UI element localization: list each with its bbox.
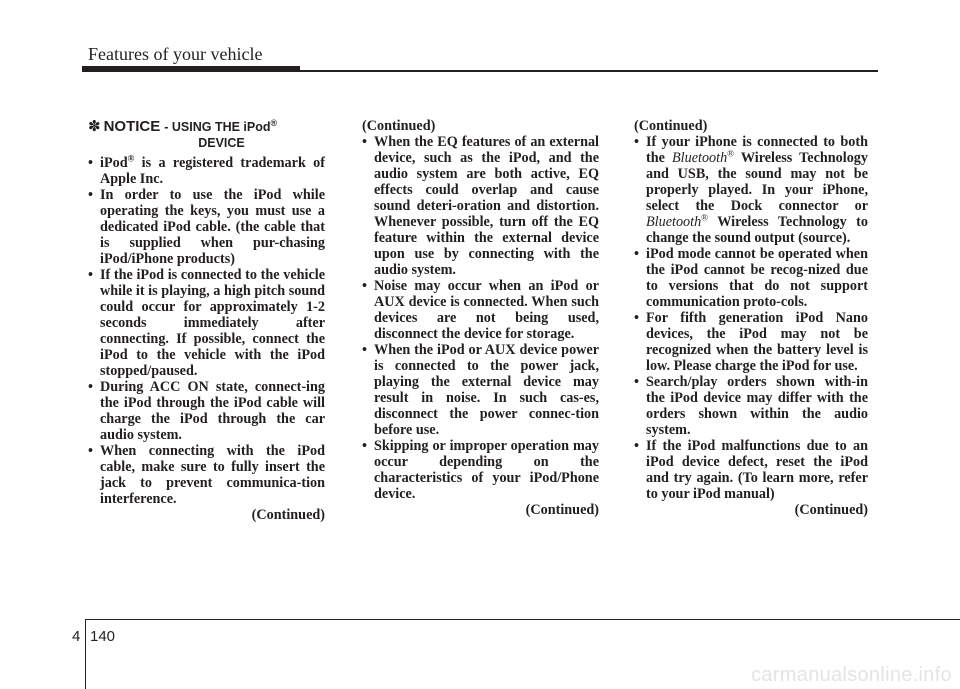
list-item: • For fifth generation iPod Nano devices, the iPod may not be recognized when the battery level is low. Please charge the iPod for use. <box>634 310 868 374</box>
bullet-list <box>634 134 868 502</box>
list-item: • During ACC ON state, connect-ing the iPod through the iPod cable will charge the iPod through the car audio system. <box>88 379 325 443</box>
list-item: • When connecting with the iPod cable, make sure to fully insert the jack to prevent communica-tion interference. <box>88 443 325 507</box>
watermark: carmanualsonline.info <box>751 664 952 686</box>
list-item <box>88 155 325 187</box>
notice-heading <box>88 118 325 151</box>
list-item: • Skipping or improper operation may occur depending on the characteristics of your iPod/Phone device. <box>362 438 599 502</box>
continued-label: (Continued) <box>794 502 868 518</box>
header-rule-thick <box>82 66 300 72</box>
notice-label: NOTICE <box>103 118 161 135</box>
text-column-3 <box>634 118 868 518</box>
list-item <box>634 134 868 246</box>
continued-label: (Continued) <box>525 502 599 518</box>
registered-mark: ® <box>701 212 709 223</box>
list-item: • In order to use the iPod while operating the keys, you must use a dedicated iPod cable. (the cable that is supplied when pur-chasing iPod/iPhone products) <box>88 187 325 267</box>
text-column-2 <box>362 118 599 518</box>
list-item: • iPod mode cannot be operated when the iPod cannot be recog-nized due to versions that do not support communication proto-cols. <box>634 246 868 310</box>
registered-mark: ® <box>127 153 135 164</box>
notice-subtitle <box>164 119 277 136</box>
list-item: • If the iPod is connected to the vehicle while it is playing, a high pitch sound could occur for approximately 1-2 seconds immediately after connecting. If possible, connect the iPod to the vehicle with the iPod stopped/paused. <box>88 267 325 379</box>
list-item: • When the EQ features of an external device, such as the iPod, and the audio system are both active, EQ effects could overlap and cause sound deteri-oration and distortion. Whenever possible, turn off the EQ feature within the external device upon use by connecting with the audio system. <box>362 134 599 278</box>
list-item-text: Wireless Technology and USB, the sound may not be properly played. In your iPhone, select the Dock connector or <box>646 150 868 214</box>
bluetooth-text: Bluetooth <box>646 214 702 230</box>
bullet-list <box>362 134 599 502</box>
list-item-text: Wireless Technology to change the sound output (source). <box>646 214 868 246</box>
notice-subtitle-line2: DEVICE <box>198 136 245 150</box>
continued-label: (Continued) <box>251 507 325 523</box>
continued-label: (Continued) <box>362 118 436 134</box>
bullet-list <box>88 155 325 507</box>
text-column-1 <box>88 118 325 523</box>
header-rule-thin <box>300 70 878 72</box>
notice-subtitle-text: - USING THE iPod <box>164 120 271 134</box>
page-header-title: Features of your vehicle <box>88 44 263 64</box>
notice-star-icon: ✽ <box>88 117 101 135</box>
list-item-text: is a registered trademark of Apple Inc. <box>100 155 325 187</box>
list-item: • When the iPod or AUX device power is connected to the power jack, playing the external device may result in noise. In such cas-es, disconnect the power connec-tion before use. <box>362 342 599 438</box>
list-item: • Noise may occur when an iPod or AUX device is connected. When such devices are not being used, disconnect the device for storage. <box>362 278 599 342</box>
list-item: • If the iPod malfunctions due to an iPod device defect, reset the iPod and try again. (To learn more, refer to your iPod manual) <box>634 438 868 502</box>
list-item-text: iPod <box>100 155 128 171</box>
footer-divider <box>85 620 86 689</box>
list-item: • Search/play orders shown with-in the iPod device may differ with the orders shown within the audio system. <box>634 374 868 438</box>
bluetooth-text: Bluetooth <box>672 150 728 166</box>
footer-rule <box>85 619 960 620</box>
registered-mark: ® <box>727 148 735 159</box>
registered-mark: ® <box>270 117 278 128</box>
page-number: 140 <box>90 628 116 645</box>
list-item-text: If your iPhone is connected to both the <box>646 134 868 166</box>
chapter-number: 4 <box>72 628 81 645</box>
continued-label: (Continued) <box>634 118 708 134</box>
